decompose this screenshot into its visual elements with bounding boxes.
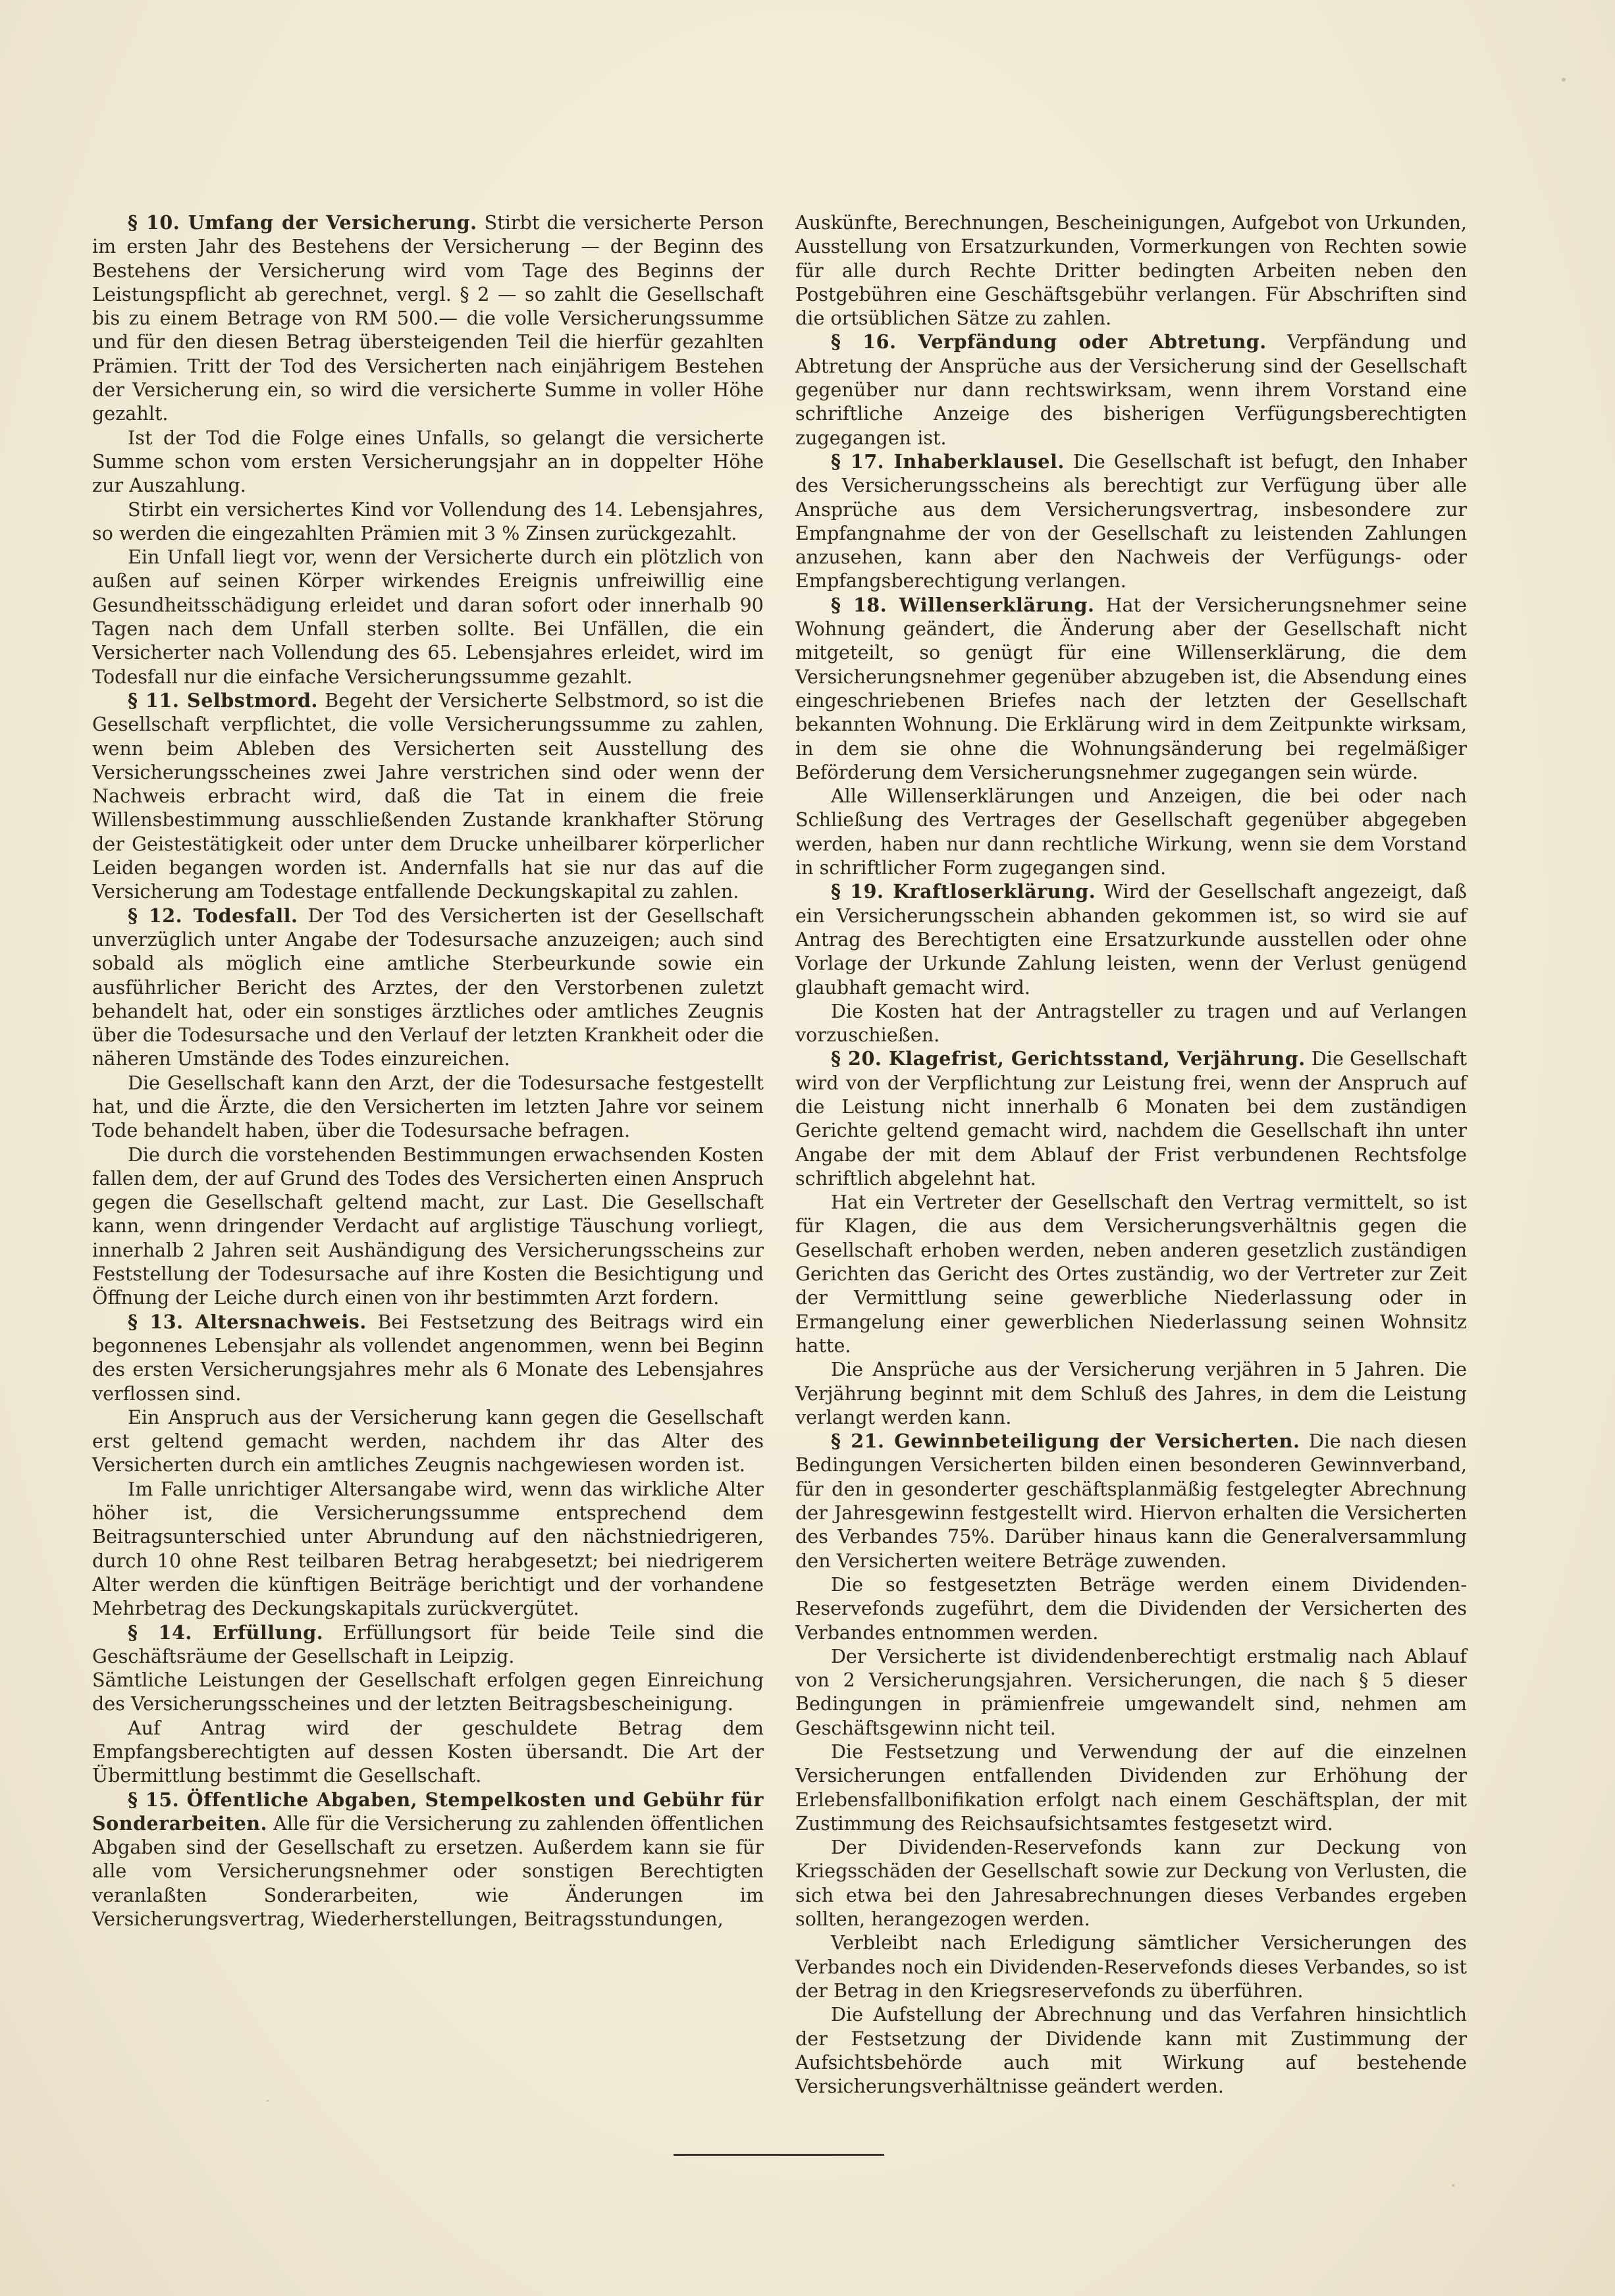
paragraph-text: Stirbt ein versichertes Kind vor Vollendung des 14. Lebensjahres, so werden die eingezahlten Prämien mit 3 % Zinsen zurückgezahlt.: [92, 498, 764, 544]
paragraph-text: Die so festgesetzten Beträge werden einem Dividenden-Reservefonds zugeführt, dem die Dividenden der Versicherten des Verbandes entnommen werden.: [795, 1573, 1467, 1644]
paragraph-text: Der Versicherte ist dividendenberechtigt erstmalig nach Ablauf von 2 Versicherungsjahren. Versicherungen, die nach § 5 dieser Bedingungen in prämienfreie umgewandelt sind, nehmen am Geschäftsgewinn nicht teil.: [795, 1644, 1467, 1739]
closing-rule: [674, 2154, 884, 2156]
paragraph-text: Die Gesellschaft kann den Arzt, der die Todesursache festgestellt hat, und die Ärzte, die den Versicherten im letzten Jahre vor seinem Tode behandelt haben, über die Todesursache befragen.: [92, 1071, 764, 1142]
section-heading: § 18. Willenserklärung.: [831, 593, 1095, 616]
paragraph: [795, 784, 1467, 879]
paragraph: [795, 1644, 1467, 1740]
paragraph: [795, 999, 1467, 1047]
paragraph-text: Die Ansprüche aus der Versicherung verjähren in 5 Jahren. Die Verjährung beginnt mit dem Schluß des Jahres, in dem die Leistung verlangt werden kann.: [795, 1358, 1467, 1428]
paragraph-text: Die Festsetzung und Verwendung der auf die einzelnen Versicherungen entfallenden Dividenden zur Erhöhung der Erlebensfallbonifikation erfolgt nach einem Geschäftsplan, der mit Zustimmung des Reichsaufsichtsamtes festgesetzt wird.: [795, 1740, 1467, 1835]
paragraph: [795, 1835, 1467, 1931]
paragraph: [795, 2002, 1467, 2098]
paragraph: [795, 1931, 1467, 2002]
paragraph-text: Begeht der Versicherte Selbstmord, so ist die Gesellschaft verpflichtet, die volle Versicherungssumme zu zahlen, wenn beim Ableben des Versicherten seit Ausstellung des Versicherungsscheines zwei Jahre verstrichen sind oder wenn der Nachweis erbracht wird, daß die Tat in einem die freie Willensbestimmung ausschließenden Zustande krankhafter Störung der Geistestätigkeit oder unter dem Drucke unheilbarer körperlicher Leiden begangen worden ist. Andernfalls hat sie nur das auf die Versicherung am Todestage entfallende Deckungskapital zu zahlen.: [92, 689, 764, 903]
paper-speck: [267, 2100, 269, 2102]
paragraph-text: Bei Festsetzung des Beitrags wird ein begonnenes Lebensjahr als vollendet angenommen, wenn bei Beginn des ersten Versicherungsjahres mehr als 6 Monate des Lebensjahres verflossen sind.: [92, 1310, 764, 1405]
section-heading: § 13. Altersnachweis.: [128, 1310, 367, 1333]
paragraph: [795, 1047, 1467, 1190]
paper-speck: [1562, 78, 1566, 82]
paragraph-text: Die Aufstellung der Abrechnung und das Verfahren hinsichtlich der Festsetzung der Dividende kann mit Zustimmung der Aufsichtsbehörde auch mit Wirkung auf bestehende Versicherungsverhältnisse geändert werden.: [795, 2003, 1467, 2098]
paragraph: [795, 1429, 1467, 1573]
section-heading: § 19. Kraftloserklärung.: [831, 880, 1096, 903]
paragraph: [92, 1143, 764, 1310]
paragraph: [795, 330, 1467, 449]
paragraph-text: Auf Antrag wird der geschuldete Betrag dem Empfangsberechtigten auf dessen Kosten übersandt. Die Art der Übermittlung bestimmt die Gesellschaft.: [92, 1716, 764, 1787]
paragraph-text: Der Dividenden-Reservefonds kann zur Deckung von Kriegsschäden der Gesellschaft sowie zur Deckung von Verlusten, die sich etwa bei den Jahresabrechnungen dieses Verbandes ergeben sollten, herangezogen werden.: [795, 1836, 1467, 1931]
paragraph: [92, 498, 764, 546]
section-heading: § 21. Gewinnbeteiligung der Versicherten.: [831, 1430, 1300, 1453]
section-heading: § 15. Öffentliche Abgaben, Stempelkosten und Gebühr für Sonderarbeiten.: [92, 1788, 764, 1835]
paragraph: [795, 593, 1467, 784]
paragraph-text: Die Gesellschaft ist befugt, den Inhaber des Versicherungsscheins als berechtigt zur Verfügung über alle Ansprüche aus dem Versicherungsvertrag, insbesondere zur Empfangnahme der von der Gesellschaft zu leistenden Zahlungen anzusehen, kann aber den Nachweis der Verfügungs- oder Empfangsberechtigung verlangen.: [795, 450, 1468, 592]
paragraph-text: Die durch die vorstehenden Bestimmungen erwachsenden Kosten fallen dem, der auf Grund des Todes des Versicherten einen Anspruch gegen die Gesellschaft geltend macht, zur Last. Die Gesellschaft kann, wenn dringender Verdacht auf arglistige Täuschung vorliegt, innerhalb 2 Jahren seit Aushändigung des Versicherungsscheins zur Feststellung der Todesursache auf ihre Kosten die Besichtigung und Öffnung der Leiche durch einen von ihr bestimmten Arzt fordern.: [92, 1143, 764, 1309]
paper-speck: [1452, 2184, 1454, 2187]
paragraph-text: Die nach diesen Bedingungen Versicherten bilden einen besonderen Gewinnverband, für den in gesonderter geschäftsplanmäßig festgelegter Abrechnung der Jahresgewinn festgestellt wird. Hiervon erhalten die Versicherten des Verbandes 75%. Darüber hinaus kann die Generalversammlung den Versicherten weitere Beträge zuwenden.: [795, 1430, 1467, 1572]
paragraph: [795, 1357, 1467, 1429]
paragraph-text: Hat der Versicherungsnehmer seine Wohnung geändert, die Änderung aber der Gesellschaft nicht mitgeteilt, so genügt für eine Willenserklärung, die dem Versicherungsnehmer gegenüber abzugeben ist, die Absendung eines eingeschriebenen Briefes nach der letzten der Gesellschaft bekannten Wohnung. Die Erklärung wird in dem Zeitpunkte wirksam, in dem sie ohne die Wohnungsänderung bei regelmäßiger Beförderung dem Versicherungsnehmer zugegangen sein würde.: [795, 593, 1467, 783]
paragraph-text: Erfüllungsort für beide Teile sind die Geschäftsräume der Gesellschaft in Leipzig.: [92, 1621, 764, 1667]
paragraph-text: Alle Willenserklärungen und Anzeigen, die bei oder nach Schließung des Vertrages der Gesellschaft gegenüber abgegeben werden, haben nur dann rechtliche Wirkung, wenn sie dem Vorstand in schriftlicher Form zugegangen sind.: [795, 785, 1467, 879]
paragraph-text: Ein Anspruch aus der Versicherung kann gegen die Gesellschaft erst geltend gemacht werden, nachdem ihr das Alter des Versicherten durch ein amtliches Zeugnis nachgewiesen worden ist.: [92, 1405, 764, 1476]
paragraph: [92, 1071, 764, 1143]
section-heading: § 17. Inhaberklausel.: [831, 450, 1065, 473]
paragraph-text: Auskünfte, Berechnungen, Bescheinigungen, Aufgebot von Urkunden, Ausstellung von Ersatzurkunden, Vormerkungen von Rechten sowie für alle durch Rechte Dritter bedingten Arbeiten neben den Postgebühren eine Geschäftsgebühr verlangen. Für Abschriften sind die ortsüblichen Sätze zu zahlen.: [795, 211, 1467, 330]
paragraph-text: Stirbt die versicherte Person im ersten Jahr des Bestehens der Versicherung — der Beginn des Bestehens der Versicherung wird vom Tage des Beginns der Leistungspflicht ab gerechnet, vergl. § 2 — so zahlt die Gesellschaft bis zu einem Betrage von RM 500.— die volle Versicherungssumme und für den diesen Betrag übersteigenden Teil die hierfür gezahlten Prämien. Tritt der Tod des Versicherten nach einjährigem Bestehen der Versicherung ein, so wird die versicherte Summe in voller Höhe gezahlt.: [92, 211, 764, 425]
paragraph: [92, 426, 764, 498]
paragraph: [92, 904, 764, 1071]
section-heading: § 14. Erfüllung.: [128, 1621, 324, 1644]
paragraph: [92, 1405, 764, 1477]
paragraph: [92, 1310, 764, 1405]
paragraph: [92, 1477, 764, 1621]
paragraph-text: Der Tod des Versicherten ist der Gesellschaft unverzüglich unter Angabe der Todesursache anzuzeigen; auch sind sobald als möglich eine amtliche Sterbeurkunde sowie ein ausführlicher Bericht des Arztes, der den Verstorbenen zuletzt behandelt hat, oder ein sonstiges ärztliches oder amtliches Zeugnis über die Todesursache und den Verlauf der letzten Krankheit oder die näheren Umstände des Todes einzureichen.: [92, 904, 764, 1070]
paragraph-text: Die Kosten hat der Antragsteller zu tragen und auf Verlangen vorzuschießen.: [795, 999, 1467, 1047]
paragraph: [92, 211, 764, 426]
section-heading: § 16. Verpfändung oder Abtretung.: [831, 330, 1267, 353]
paragraph-text: Ist der Tod die Folge eines Unfalls, so gelangt die versicherte Summe schon vom ersten Versicherungsjahr an in doppelter Höhe zur Auszahlung.: [92, 426, 764, 497]
paragraph-text: Hat ein Vertreter der Gesellschaft den Vertrag vermittelt, so ist für Klagen, die aus dem Versicherungsverhältnis gegen die Gesellschaft erhoben werden, neben anderen gesetzlich zuständigen Gerichten das Gericht des Ortes zuständig, wo der Vertreter zur Zeit der Vermittlung seine gewerbliche Niederlassung oder in Ermangelung einer gewerblichen Niederlassung seinen Wohnsitz hatte.: [795, 1191, 1467, 1357]
paragraph-text: Alle für die Versicherung zu zahlenden öffentlichen Abgaben sind der Gesellschaft zu ersetzen. Außerdem kann sie für alle vom Versicherungsnehmer oder sonstigen Berechtigten veranlaßten Sonderarbeiten, wie Änderungen im Versicherungsvertrag, Wiederherstellungen, Beitragsstundungen,: [92, 1812, 764, 1931]
paragraph-text: Ein Unfall liegt vor, wenn der Versicherte durch ein plötzlich von außen auf seinen Körper wirkendes Ereignis unfreiwillig eine Gesundheitsschädigung erleidet und daran sofort oder innerhalb 90 Tagen nach dem Unfall sterben sollte. Bei Unfällen, die ein Versicherter nach Vollendung des 65. Lebensjahres erleidet, wird im Todesfall nur die einfache Versicherungssumme gezahlt.: [92, 546, 764, 688]
left-column: [92, 211, 764, 1931]
paragraph: [795, 1190, 1467, 1357]
paragraph: [92, 689, 764, 904]
paragraph: [92, 1668, 764, 1716]
paragraph-text: Im Falle unrichtiger Altersangabe wird, wenn das wirkliche Alter höher ist, die Versicherungssumme entsprechend dem Beitragsunterschied unter Abrundung auf den nächstniedrigeren, durch 10 ohne Rest teilbaren Betrag herabgesetzt; bei niedrigerem Alter werden die künftigen Beiträge berichtigt und der vorhandene Mehrbetrag des Deckungskapitals zurückvergütet.: [92, 1477, 764, 1620]
paragraph: [795, 211, 1467, 330]
paragraph: [92, 1788, 764, 1931]
paragraph: [795, 879, 1467, 999]
section-heading: § 11. Selbstmord.: [128, 689, 318, 712]
right-column: [795, 211, 1467, 2098]
paragraph-text: Sämtliche Leistungen der Gesellschaft erfolgen gegen Einreichung des Versicherungsscheines und der letzten Beitragsbescheinigung.: [92, 1669, 764, 1715]
section-heading: § 10. Umfang der Versicherung.: [128, 211, 477, 234]
paragraph-text: Verpfändung und Abtretung der Ansprüche aus der Versicherung sind der Gesellschaft gegenüber nur dann rechtswirksam, wenn ihrem Vorstand eine schriftliche Anzeige des bisherigen Verfügungsberechtigten zugegangen ist.: [795, 330, 1468, 449]
paragraph: [795, 1740, 1467, 1835]
section-heading: § 12. Todesfall.: [128, 904, 298, 927]
paragraph-text: Wird der Gesellschaft angezeigt, daß ein Versicherungsschein abhanden gekommen ist, so wird sie auf Antrag des Berechtigten eine Ersatzurkunde ausstellen oder ohne Vorlage der Urkunde Zahlung leisten, wenn der Verlust genügend glaubhaft gemacht wird.: [795, 880, 1467, 999]
paragraph: [92, 1621, 764, 1669]
paragraph: [795, 450, 1467, 593]
paragraph: [795, 1573, 1467, 1644]
paragraph: [92, 545, 764, 689]
paragraph-text: Die Gesellschaft wird von der Verpflichtung zur Leistung frei, wenn der Anspruch auf die Leistung nicht innerhalb 6 Monaten bei dem zuständigen Gerichte geltend gemacht wird, nachdem die Gesellschaft ihn unter Angabe der mit dem Ablauf der Frist verbundenen Rechtsfolge schriftlich abgelehnt hat.: [795, 1047, 1467, 1189]
paragraph: [92, 1716, 764, 1788]
section-heading: § 20. Klagefrist, Gerichtsstand, Verjährung.: [831, 1047, 1306, 1070]
paragraph-text: Verbleibt nach Erledigung sämtlicher Versicherungen des Verbandes noch ein Dividenden-Reservefonds dieses Verbandes, so ist der Betrag in den Kriegsreservefonds zu überführen.: [795, 1931, 1467, 2002]
